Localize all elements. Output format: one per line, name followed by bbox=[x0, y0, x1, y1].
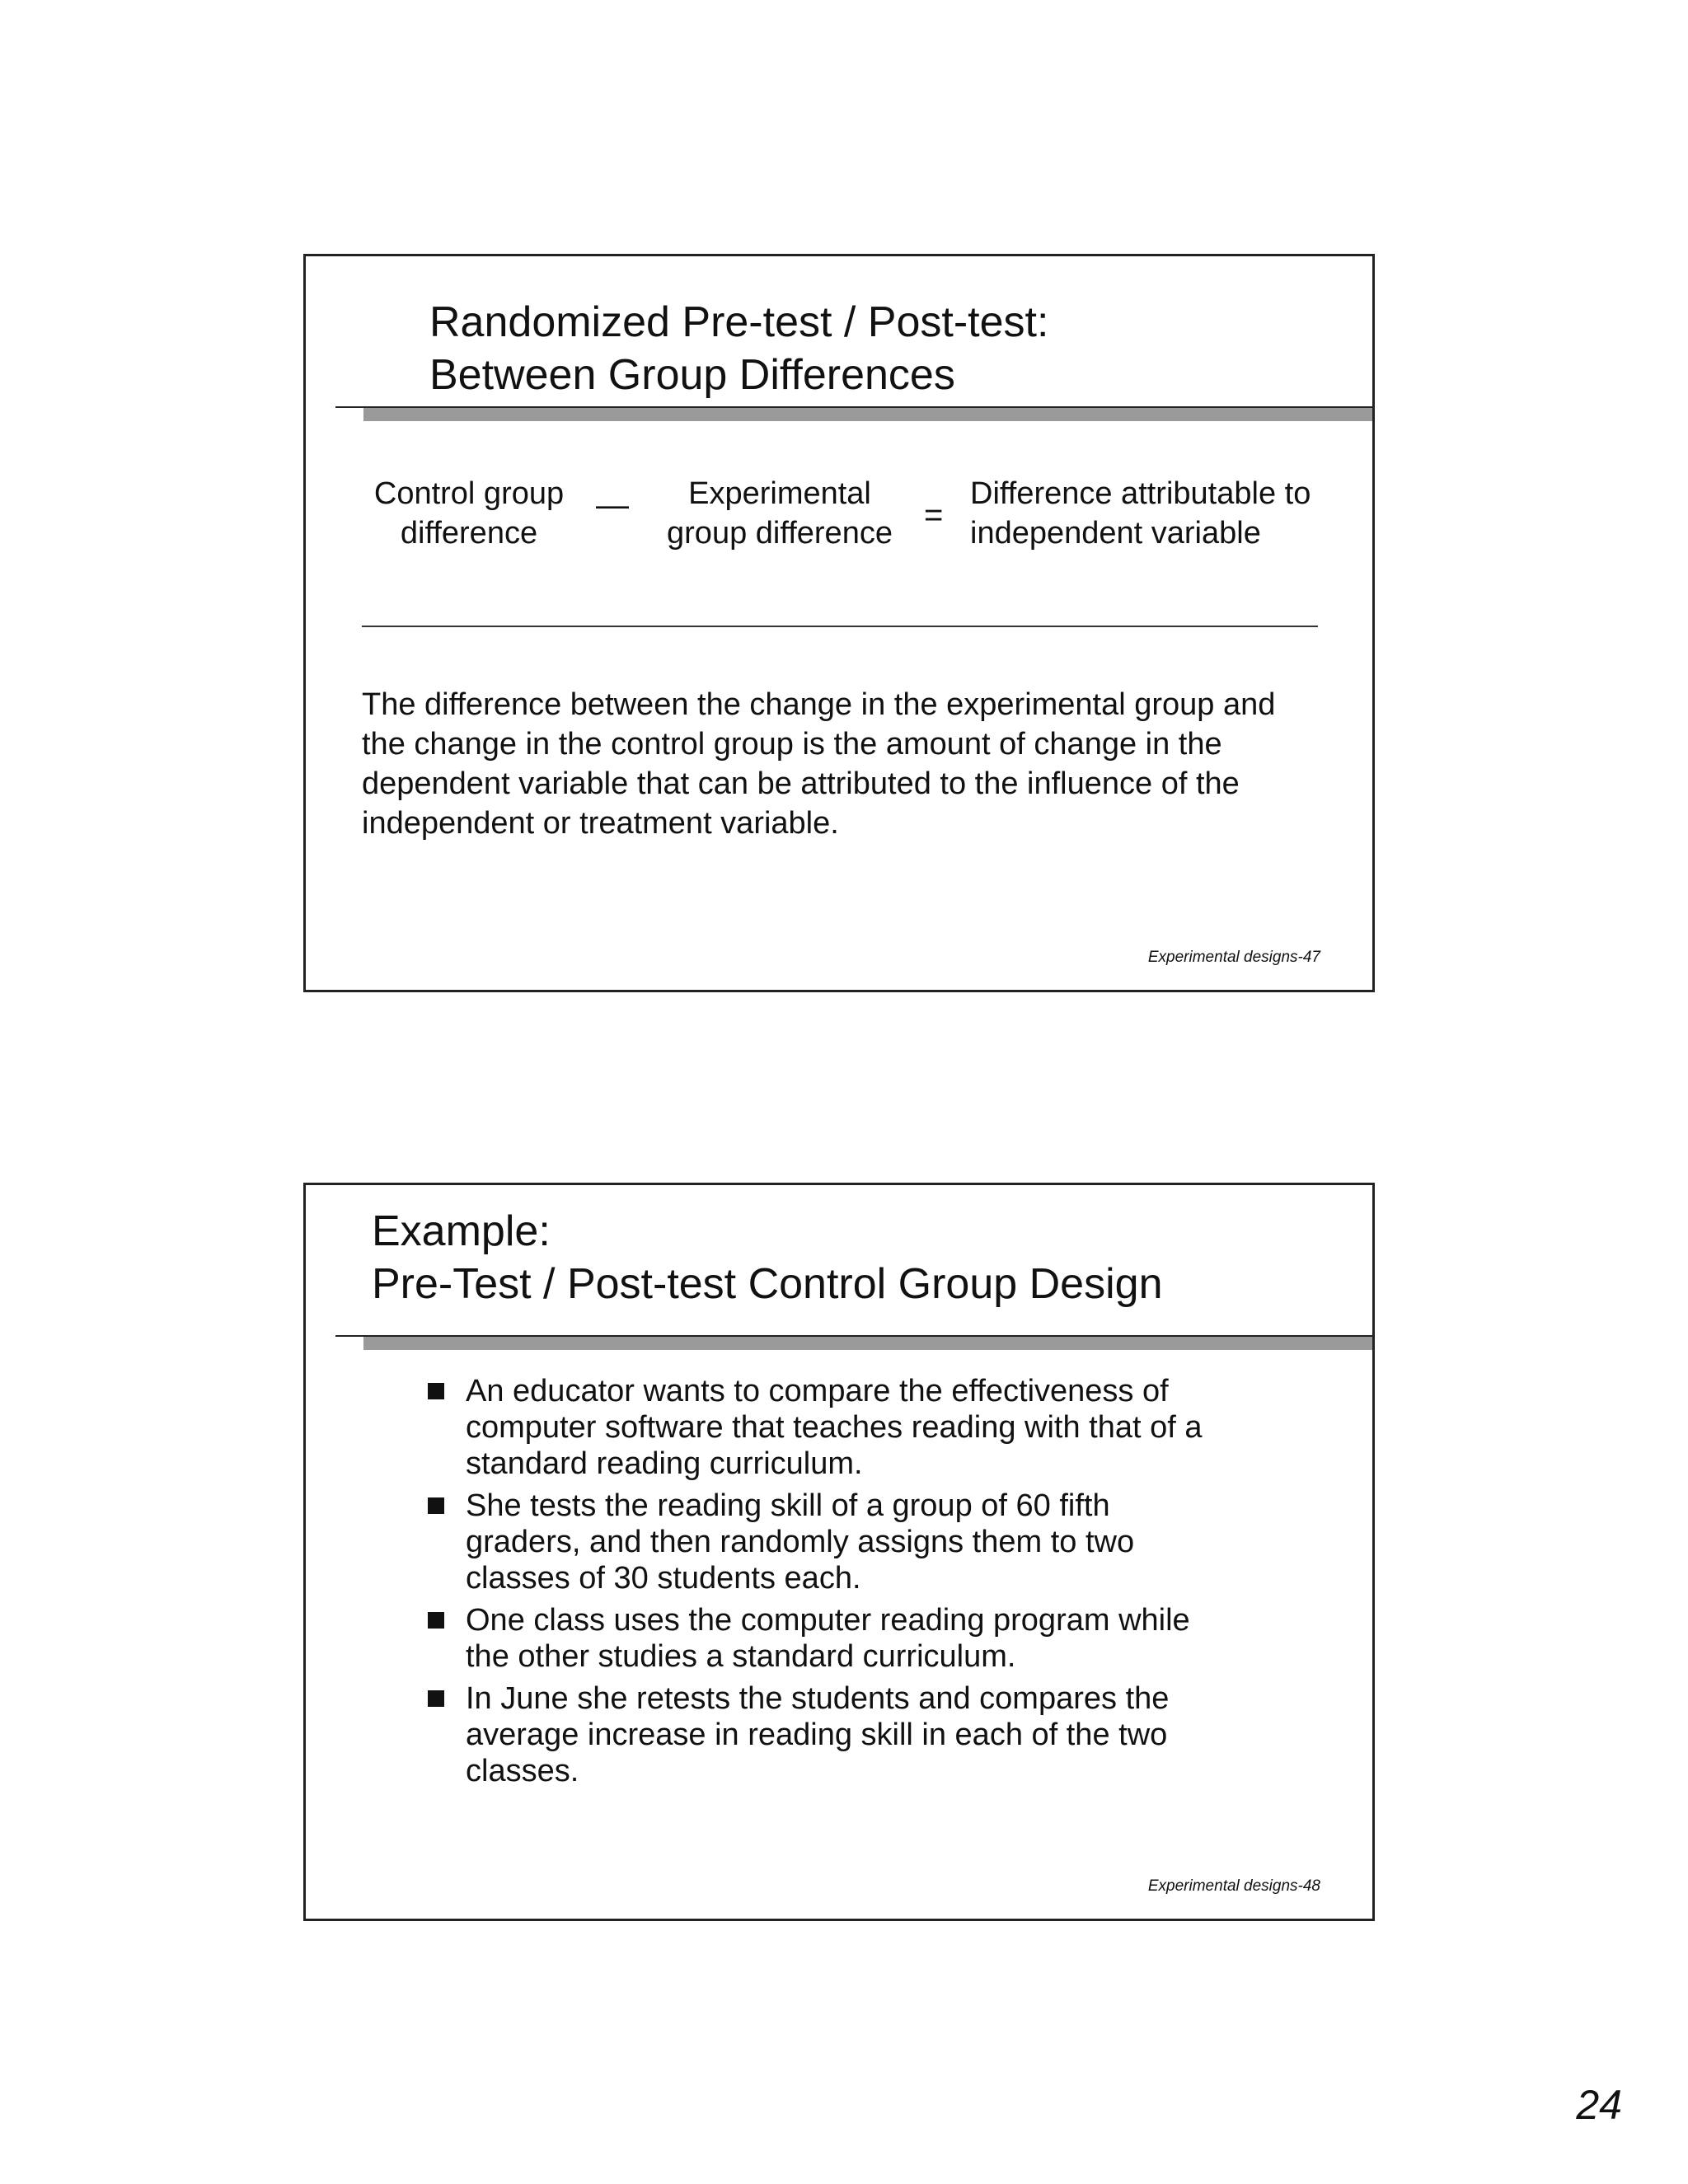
result-term-line-1: Difference attributable to bbox=[970, 476, 1311, 511]
bullet-list bbox=[428, 1373, 1268, 1795]
explanation-paragraph bbox=[362, 685, 1343, 843]
title-line-2: Pre-Test / Post-test Control Group Design bbox=[372, 1260, 1163, 1308]
paragraph-line: The difference between the change in the experimental group and bbox=[362, 687, 1276, 722]
bullet-line: computer software that teaches reading with that of a bbox=[466, 1410, 1203, 1445]
paragraph-line: dependent variable that can be attributed to the influence of the bbox=[362, 766, 1240, 801]
paragraph-line: independent or treatment variable. bbox=[362, 806, 839, 841]
slide-footer: Experimental designs-48 bbox=[1147, 1877, 1320, 1895]
bullet-line: the other studies a standard curriculum. bbox=[466, 1639, 1016, 1674]
control-term-line-1: Control group bbox=[373, 476, 565, 511]
bullet-line: In June she retests the students and compares the bbox=[466, 1681, 1170, 1716]
bullet-line: classes of 30 students each. bbox=[466, 1561, 861, 1596]
bullet-item bbox=[428, 1602, 1268, 1675]
bullet-line: standard reading curriculum. bbox=[466, 1446, 863, 1481]
title-line-2: Between Group Differences bbox=[429, 351, 955, 399]
result-term-line-2: independent variable bbox=[970, 516, 1261, 551]
slide-48 bbox=[303, 1183, 1375, 1921]
title-rule-thick bbox=[363, 1337, 1372, 1350]
bullet-line: She tests the reading skill of a group of 60 fifth bbox=[466, 1488, 1110, 1523]
square-bullet-icon bbox=[428, 1690, 444, 1707]
slide-title bbox=[372, 1205, 1163, 1310]
slide-47 bbox=[303, 254, 1375, 992]
minus-sign: — bbox=[596, 487, 629, 523]
bullet-line: An educator wants to compare the effectiveness of bbox=[466, 1374, 1169, 1408]
equals-sign: = bbox=[924, 497, 944, 533]
bullet-line: One class uses the computer reading program while bbox=[466, 1603, 1190, 1638]
experimental-term-line-1: Experimental bbox=[688, 476, 871, 511]
control-term-line-2: difference bbox=[400, 516, 538, 551]
result-term bbox=[970, 474, 1366, 553]
bullet-item bbox=[428, 1488, 1268, 1596]
paragraph-line: the change in the control group is the amount of change in the bbox=[362, 727, 1222, 762]
slide-title bbox=[429, 296, 1048, 401]
experimental-term-line-2: group difference bbox=[667, 516, 893, 551]
title-line-1: Example: bbox=[372, 1207, 551, 1255]
title-rule-thick bbox=[363, 408, 1372, 421]
slide-footer: Experimental designs-47 bbox=[1147, 949, 1320, 966]
control-group-term bbox=[370, 474, 568, 553]
bullet-line: graders, and then randomly assigns them to two bbox=[466, 1525, 1135, 1559]
title-line-1: Randomized Pre-test / Post-test: bbox=[429, 298, 1049, 346]
bullet-line: average increase in reading skill in each of the two bbox=[466, 1718, 1168, 1752]
page-number: 24 bbox=[1576, 2082, 1622, 2128]
experimental-group-term bbox=[656, 474, 903, 553]
square-bullet-icon bbox=[428, 1383, 444, 1399]
bullet-line: classes. bbox=[466, 1754, 579, 1788]
equation-divider bbox=[362, 626, 1318, 627]
square-bullet-icon bbox=[428, 1612, 444, 1629]
bullet-item bbox=[428, 1680, 1268, 1789]
square-bullet-icon bbox=[428, 1497, 444, 1514]
bullet-item bbox=[428, 1373, 1268, 1482]
